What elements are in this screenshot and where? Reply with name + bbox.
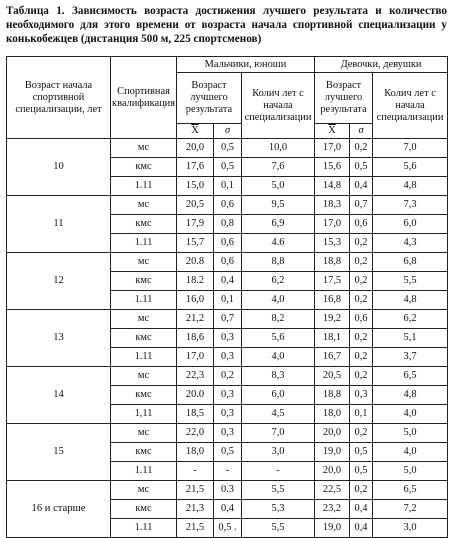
data-table [6, 56, 448, 538]
boys-years-cell: 7,0 [242, 424, 315, 443]
girls-mean-cell: 17,0 [315, 139, 350, 158]
boys-mean-cell: 17,9 [177, 215, 214, 234]
sd-symbol: σ [224, 125, 231, 136]
boys-years-cell: 5,5 [242, 519, 315, 538]
qualification-cell: 1.11 [111, 234, 177, 253]
table-body [7, 139, 448, 538]
girls-sd-cell: 0,2 [350, 253, 373, 272]
boys-years-cell: 5,6 [242, 329, 315, 348]
boys-sd-cell: 0,2 [214, 367, 242, 386]
qualification-cell: мс [111, 367, 177, 386]
girls-sd-cell: 0,5 [350, 158, 373, 177]
boys-mean-cell: 22,0 [177, 424, 214, 443]
header-girls-sd [350, 124, 373, 139]
girls-years-cell: 5,6 [373, 158, 448, 177]
boys-years-cell: 6,0 [242, 386, 315, 405]
boys-mean-cell: 16,0 [177, 291, 214, 310]
table-row [7, 424, 448, 443]
girls-years-cell: 3,7 [373, 348, 448, 367]
girls-years-cell: 5,0 [373, 462, 448, 481]
qualification-cell: кмс [111, 272, 177, 291]
boys-sd-cell: 0,3 [214, 424, 242, 443]
boys-years-cell: 8,2 [242, 310, 315, 329]
mean-symbol: $\overline{X}$ [191, 125, 199, 136]
boys-years-cell: 4,0 [242, 348, 315, 367]
age-group-cell: 11 [7, 196, 111, 253]
boys-sd-cell: 0,3 [214, 405, 242, 424]
boys-sd-cell: 0,5 . [214, 519, 242, 538]
boys-years-cell: 8,8 [242, 253, 315, 272]
girls-sd-cell: 0,2 [350, 481, 373, 500]
boys-years-cell: 6,9 [242, 215, 315, 234]
boys-mean-cell: 21,3 [177, 500, 214, 519]
header-boys-years-count: Колич лет с начала специализации [242, 73, 315, 139]
girls-years-cell: 6,2 [373, 310, 448, 329]
girls-years-cell: 6,5 [373, 367, 448, 386]
girls-mean-cell: 18,3 [315, 196, 350, 215]
boys-mean-cell: 20,0 [177, 139, 214, 158]
boys-mean-cell: 20.8 [177, 253, 214, 272]
boys-mean-cell: 18,5 [177, 405, 214, 424]
boys-sd-cell: 0,6 [214, 196, 242, 215]
header-qualification: Спортивная квалификация [111, 57, 177, 139]
boys-mean-cell: 15,0 [177, 177, 214, 196]
age-group-cell: 10 [7, 139, 111, 196]
girls-sd-cell: 0,4 [350, 519, 373, 538]
girls-mean-cell: 22,5 [315, 481, 350, 500]
boys-sd-cell: 0,5 [214, 139, 242, 158]
boys-mean-cell: 18,0 [177, 443, 214, 462]
header-girls-mean [315, 124, 350, 139]
header-boys: Мальчики, юноши [177, 57, 315, 73]
boys-mean-cell: 22,3 [177, 367, 214, 386]
qualification-cell: мс [111, 310, 177, 329]
girls-mean-cell: 17,0 [315, 215, 350, 234]
girls-mean-cell: 14,8 [315, 177, 350, 196]
girls-sd-cell: 0,5 [350, 462, 373, 481]
girls-years-cell: 5,5 [373, 272, 448, 291]
table-caption: Таблица 1. Зависимость возраста достижения лучшего результата и количество необходимого для этого времени от возраста начала спортивной специализации у конькобежцев (дистанция 500 м, 225 спортсменов) [6, 5, 447, 45]
girls-sd-cell: 0,6 [350, 310, 373, 329]
girls-years-cell: 6,0 [373, 215, 448, 234]
table-row [7, 253, 448, 272]
girls-mean-cell: 15,3 [315, 234, 350, 253]
boys-sd-cell: 0,5 [214, 443, 242, 462]
qualification-cell: 1.11 [111, 462, 177, 481]
girls-years-cell: 7,2 [373, 500, 448, 519]
boys-mean-cell: 15,7 [177, 234, 214, 253]
boys-mean-cell: 17,6 [177, 158, 214, 177]
girls-sd-cell: 0,4 [350, 500, 373, 519]
girls-years-cell: 4,8 [373, 386, 448, 405]
qualification-cell: мс [111, 139, 177, 158]
header-age: Возраст начала спортивной специализации, лет [7, 57, 111, 139]
boys-mean-cell: 20.0 [177, 386, 214, 405]
boys-sd-cell: 0,6 [214, 234, 242, 253]
boys-mean-cell: 20,5 [177, 196, 214, 215]
boys-sd-cell: 0,6 [214, 253, 242, 272]
girls-sd-cell: 0,2 [350, 291, 373, 310]
table-row [7, 139, 448, 158]
qualification-cell: мс [111, 253, 177, 272]
girls-sd-cell: 0,2 [350, 348, 373, 367]
qualification-cell: мс [111, 196, 177, 215]
girls-mean-cell: 20,5 [315, 367, 350, 386]
qualification-cell: кмс [111, 500, 177, 519]
table-row [7, 310, 448, 329]
header-girls: Девочки, девушки [315, 57, 448, 73]
sd-symbol: σ [358, 125, 364, 136]
boys-mean-cell: 18.2 [177, 272, 214, 291]
boys-sd-cell: 0,3 [214, 348, 242, 367]
girls-mean-cell: 18,1 [315, 329, 350, 348]
boys-sd-cell: 0,4 [214, 500, 242, 519]
girls-sd-cell: 0,2 [350, 329, 373, 348]
boys-sd-cell: - [214, 462, 242, 481]
girls-mean-cell: 23,2 [315, 500, 350, 519]
boys-years-cell: 3,0 [242, 443, 315, 462]
girls-sd-cell: 0,5 [350, 443, 373, 462]
boys-mean-cell: 17,0 [177, 348, 214, 367]
girls-sd-cell: 0,6 [350, 215, 373, 234]
boys-years-cell: 10,0 [242, 139, 315, 158]
header-boys-mean [177, 124, 214, 139]
qualification-cell: кмс [111, 443, 177, 462]
boys-years-cell: 7,6 [242, 158, 315, 177]
girls-years-cell: 4,8 [373, 177, 448, 196]
qualification-cell: 1.11 [111, 519, 177, 538]
girls-years-cell: 7,3 [373, 196, 448, 215]
header-boys-sd [214, 124, 242, 139]
qualification-cell: кмс [111, 215, 177, 234]
age-group-cell: 14 [7, 367, 111, 424]
table-row [7, 367, 448, 386]
boys-years-cell: 8,3 [242, 367, 315, 386]
qualification-cell: 1.11 [111, 177, 177, 196]
girls-mean-cell: 20,0 [315, 424, 350, 443]
girls-mean-cell: 15,6 [315, 158, 350, 177]
girls-years-cell: 4,3 [373, 234, 448, 253]
header-girls-years-count: Колич лет с начала специализации [373, 73, 448, 139]
boys-sd-cell: 0,1 [214, 291, 242, 310]
girls-years-cell: 5,0 [373, 424, 448, 443]
girls-mean-cell: 19,2 [315, 310, 350, 329]
boys-mean-cell: 21,5 [177, 481, 214, 500]
girls-mean-cell: 18,8 [315, 386, 350, 405]
table-row [7, 196, 448, 215]
boys-years-cell: 9,5 [242, 196, 315, 215]
girls-years-cell: 7,0 [373, 139, 448, 158]
age-group-cell: 12 [7, 253, 111, 310]
boys-years-cell: 5,0 [242, 177, 315, 196]
girls-years-cell: 3,0 [373, 519, 448, 538]
girls-years-cell: 4,8 [373, 291, 448, 310]
boys-years-cell: 4,0 [242, 291, 315, 310]
boys-years-cell: 5,5 [242, 481, 315, 500]
qualification-cell: кмс [111, 158, 177, 177]
qualification-cell: 1.11 [111, 291, 177, 310]
girls-sd-cell: 0,1 [350, 405, 373, 424]
boys-sd-cell: 0,3 [214, 386, 242, 405]
boys-years-cell: 5,3 [242, 500, 315, 519]
boys-sd-cell: 0,8 [214, 215, 242, 234]
girls-sd-cell: 0,2 [350, 234, 373, 253]
qualification-cell: мс [111, 481, 177, 500]
boys-mean-cell: 18,6 [177, 329, 214, 348]
qualification-cell: мс [111, 424, 177, 443]
girls-sd-cell: 0,2 [350, 424, 373, 443]
qualification-cell: кмс [111, 329, 177, 348]
girls-years-cell: 6,5 [373, 481, 448, 500]
age-group-cell: 15 [7, 424, 111, 481]
boys-sd-cell: 0,4 [214, 272, 242, 291]
girls-mean-cell: 16,8 [315, 291, 350, 310]
girls-mean-cell: 18,8 [315, 253, 350, 272]
qualification-cell: 1,11 [111, 405, 177, 424]
girls-mean-cell: 20,0 [315, 462, 350, 481]
girls-years-cell: 6,8 [373, 253, 448, 272]
header-girls-best-result-age: Возраст лучшего результата [315, 73, 373, 124]
girls-sd-cell: 0,3 [350, 386, 373, 405]
girls-sd-cell: 0,2 [350, 367, 373, 386]
boys-mean-cell: 21,2 [177, 310, 214, 329]
age-group-cell: 13 [7, 310, 111, 367]
boys-mean-cell: 21,5 [177, 519, 214, 538]
boys-sd-cell: 0.3 [214, 481, 242, 500]
girls-mean-cell: 17,5 [315, 272, 350, 291]
girls-mean-cell: 19,0 [315, 443, 350, 462]
boys-sd-cell: 0,1 [214, 177, 242, 196]
boys-mean-cell: - [177, 462, 214, 481]
boys-sd-cell: 0,7 [214, 310, 242, 329]
qualification-cell: кмс [111, 386, 177, 405]
table-row [7, 481, 448, 500]
girls-years-cell: 5,1 [373, 329, 448, 348]
girls-sd-cell: 0,7 [350, 196, 373, 215]
boys-years-cell: 4.6 [242, 234, 315, 253]
girls-mean-cell: 16,7 [315, 348, 350, 367]
girls-years-cell: 4,0 [373, 443, 448, 462]
girls-sd-cell: 0,2 [350, 139, 373, 158]
boys-years-cell: 6,2 [242, 272, 315, 291]
girls-sd-cell: 0,2 [350, 272, 373, 291]
mean-symbol: $\overline{X}$ [328, 125, 336, 136]
boys-sd-cell: 0,3 [214, 329, 242, 348]
girls-mean-cell: 18,0 [315, 405, 350, 424]
qualification-cell: 1.11 [111, 348, 177, 367]
girls-years-cell: 4,0 [373, 405, 448, 424]
boys-years-cell: - [242, 462, 315, 481]
boys-years-cell: 4,5 [242, 405, 315, 424]
girls-mean-cell: 19,0 [315, 519, 350, 538]
age-group-cell: 16 и старше [7, 481, 111, 538]
boys-sd-cell: 0,5 [214, 158, 242, 177]
header-boys-best-result-age: Возраст лучшего результата [177, 73, 242, 124]
girls-sd-cell: 0,4 [350, 177, 373, 196]
